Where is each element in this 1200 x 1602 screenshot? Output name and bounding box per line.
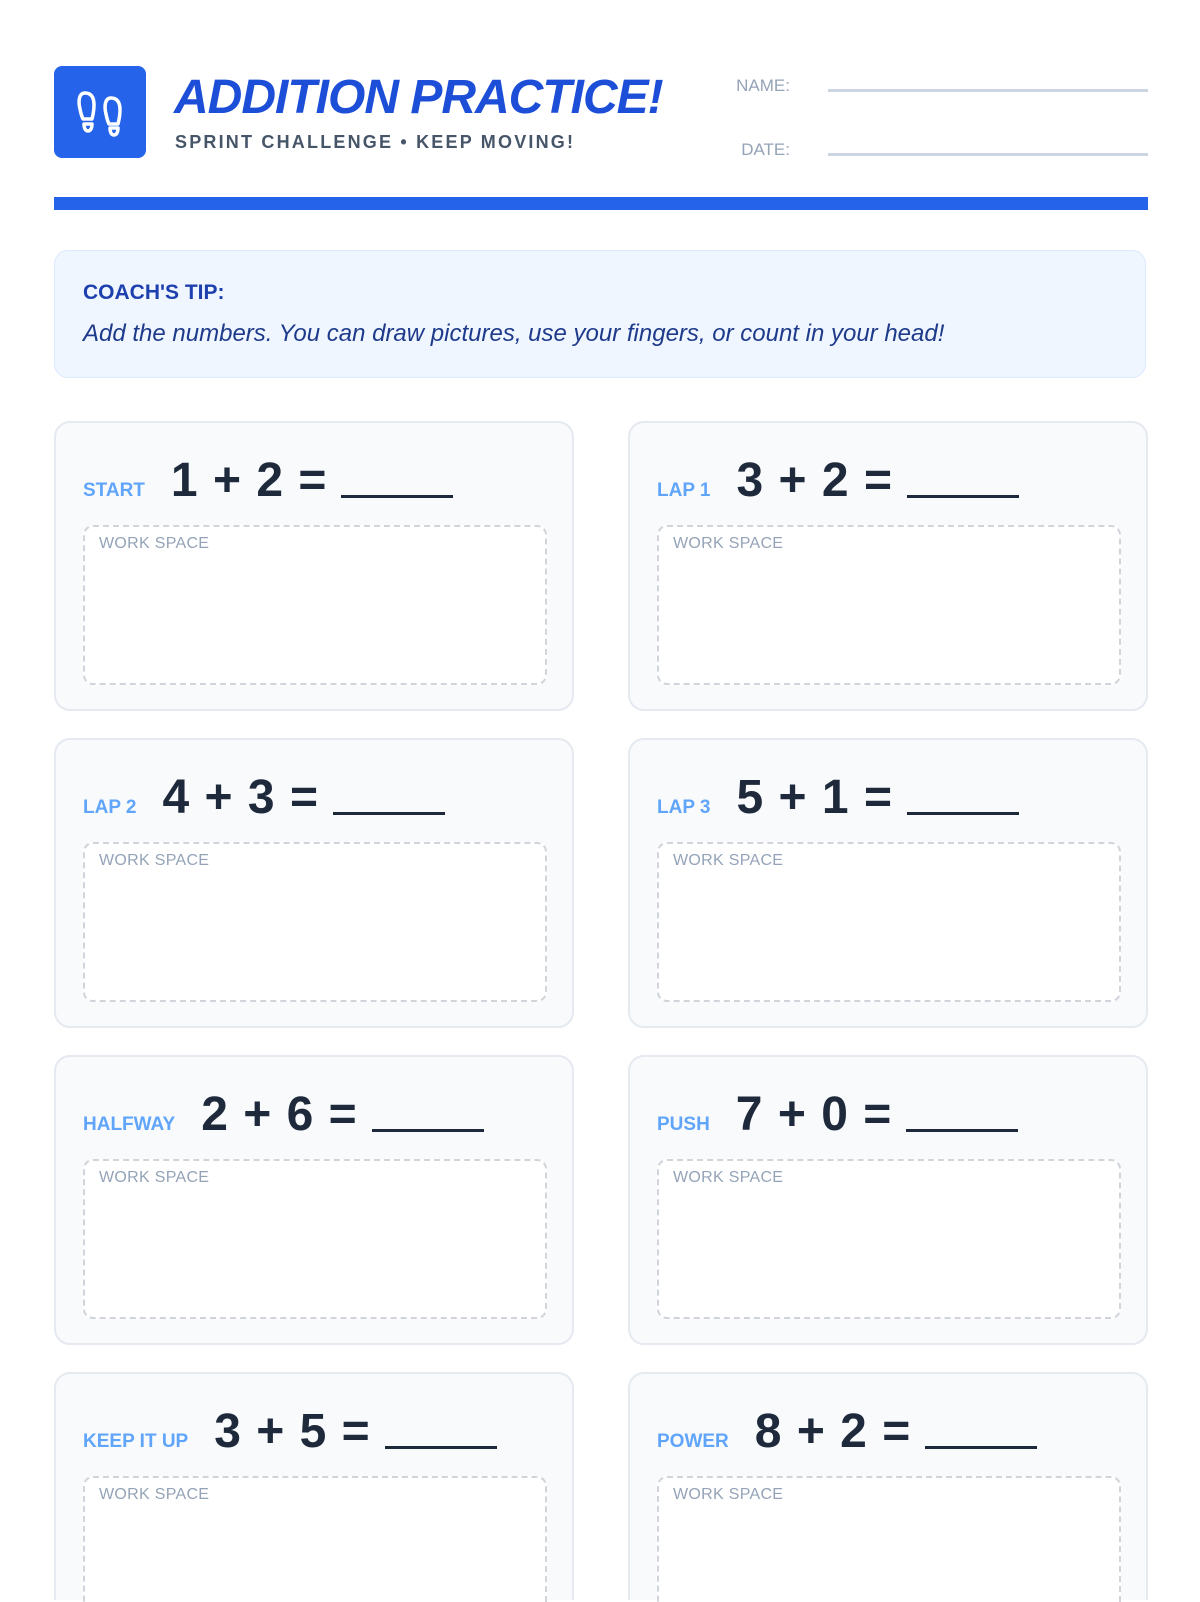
problem-equation: 1 + 2 = <box>170 454 328 507</box>
work-space-label: WORK SPACE <box>673 1169 784 1186</box>
problem-label: PUSH <box>657 1114 710 1135</box>
work-space[interactable] <box>83 1476 547 1602</box>
problem-equation: 2 + 6 = <box>201 1088 358 1141</box>
answer-blank[interactable] <box>906 1129 1018 1132</box>
problem-label: LAP 2 <box>83 797 137 818</box>
work-space[interactable] <box>83 525 547 685</box>
problem-card-halfway <box>54 1055 574 1345</box>
date-label: DATE: <box>741 140 790 159</box>
work-space-label: WORK SPACE <box>673 852 784 869</box>
problem-equation: 3 + 2 = <box>736 454 893 507</box>
answer-blank[interactable] <box>372 1129 484 1132</box>
header-divider <box>54 197 1148 210</box>
problem-equation: 3 + 5 = <box>214 1405 371 1458</box>
problem-label: START <box>83 480 145 501</box>
answer-blank[interactable] <box>333 812 445 815</box>
tip-text: Add the numbers. You can draw pictures, use your fingers, or count in your head! <box>83 320 945 347</box>
tip-title: COACH'S TIP: <box>83 281 225 304</box>
problem-label: HALFWAY <box>83 1114 176 1135</box>
problem-card-lap-2 <box>54 738 574 1028</box>
problem-equation: 7 + 0 = <box>735 1088 893 1141</box>
work-space-label: WORK SPACE <box>673 535 784 552</box>
answer-blank[interactable] <box>925 1446 1037 1449</box>
problem-equation: 5 + 1 = <box>736 771 893 824</box>
work-space-label: WORK SPACE <box>99 852 210 869</box>
work-space[interactable] <box>83 1159 547 1319</box>
page-subtitle: SPRINT CHALLENGE • KEEP MOVING! <box>175 132 576 152</box>
problem-equation: 8 + 2 = <box>754 1405 912 1458</box>
problem-label: POWER <box>657 1431 729 1452</box>
work-space-label: WORK SPACE <box>99 1169 210 1186</box>
problem-label: LAP 3 <box>657 797 711 818</box>
problem-card-keep-it-up <box>54 1372 574 1600</box>
answer-blank[interactable] <box>907 495 1019 498</box>
problem-card-lap-1 <box>628 421 1148 711</box>
coach-tip-box <box>54 250 1146 378</box>
date-field[interactable] <box>828 153 1148 156</box>
logo <box>54 66 146 158</box>
work-space-label: WORK SPACE <box>673 1486 784 1503</box>
problem-label: KEEP IT UP <box>83 1431 189 1452</box>
worksheet-page <box>54 0 1148 1600</box>
work-space[interactable] <box>657 525 1121 685</box>
problem-label: LAP 1 <box>657 480 711 501</box>
page-title: ADDITION PRACTICE! <box>174 71 663 124</box>
problem-card-lap-3 <box>628 738 1148 1028</box>
problem-card-push <box>628 1055 1148 1345</box>
problem-card-power <box>628 1372 1148 1600</box>
answer-blank[interactable] <box>907 812 1019 815</box>
footprints-icon <box>75 87 125 137</box>
name-field[interactable] <box>828 89 1148 92</box>
work-space-label: WORK SPACE <box>99 1486 210 1503</box>
work-space[interactable] <box>657 1476 1121 1602</box>
answer-blank[interactable] <box>341 495 453 498</box>
work-space[interactable] <box>657 842 1121 1002</box>
work-space-label: WORK SPACE <box>99 535 210 552</box>
problem-equation: 4 + 3 = <box>162 771 319 824</box>
answer-blank[interactable] <box>385 1446 497 1449</box>
name-label: NAME: <box>736 76 790 95</box>
problem-card-start <box>54 421 574 711</box>
work-space[interactable] <box>83 842 547 1002</box>
work-space[interactable] <box>657 1159 1121 1319</box>
